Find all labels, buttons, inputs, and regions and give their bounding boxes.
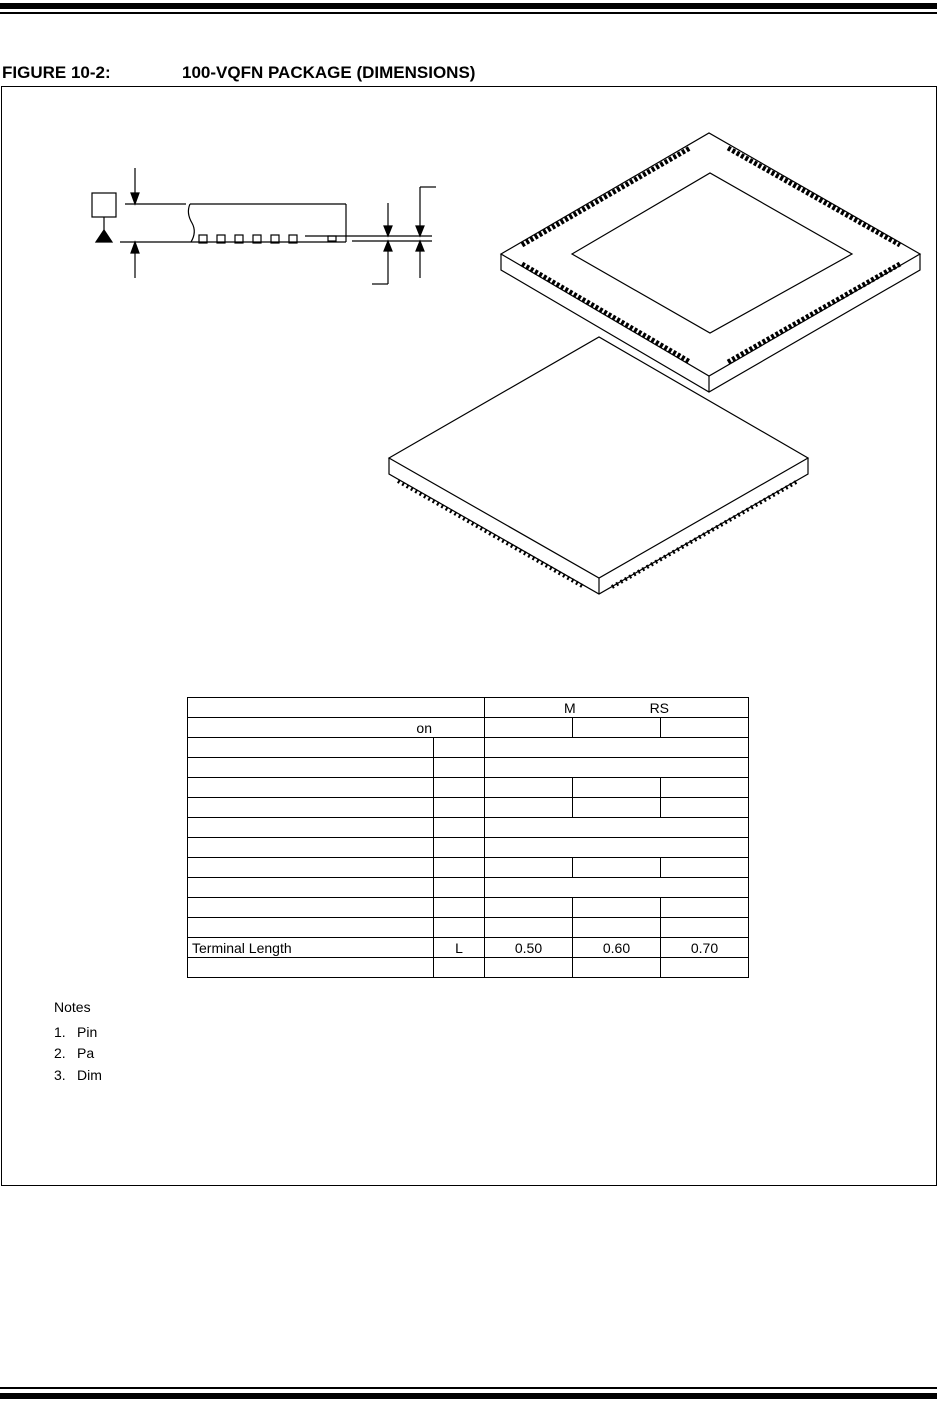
table-row xyxy=(188,958,749,978)
table-row xyxy=(188,878,749,898)
top-iso-view xyxy=(501,133,920,392)
package-bottom-face xyxy=(389,337,808,578)
bottom-iso-view xyxy=(389,337,808,594)
terminal-length-nom: 0.60 xyxy=(573,938,661,958)
units-header: M RS xyxy=(485,698,749,718)
terminal-length-min: 0.50 xyxy=(485,938,573,958)
terminal-length-symbol: L xyxy=(434,938,485,958)
table-row xyxy=(188,898,749,918)
terminal-length-name: Terminal Length xyxy=(188,938,434,958)
table-row xyxy=(188,918,749,938)
table-row-terminal-length xyxy=(188,938,749,958)
notes-title: Notes xyxy=(54,999,91,1015)
table-row xyxy=(188,778,749,798)
table-row xyxy=(188,758,749,778)
side-view xyxy=(92,168,436,284)
bottom-rule xyxy=(0,1393,937,1399)
terminals xyxy=(522,148,900,362)
bottom-rule-thin xyxy=(0,1387,937,1389)
terminal-length-max: 0.70 xyxy=(661,938,749,958)
figure-label: FIGURE 10-2: xyxy=(2,63,111,82)
package-top-face xyxy=(501,133,920,376)
note-item: 2. Pa xyxy=(54,1045,95,1061)
note-item: 3. Dim xyxy=(54,1067,102,1083)
package-drawing xyxy=(0,0,940,700)
table-row xyxy=(188,838,749,858)
table-row xyxy=(188,798,749,818)
table-row xyxy=(188,858,749,878)
table-row xyxy=(188,818,749,838)
table-row xyxy=(188,698,749,718)
dimension-limits-header: on xyxy=(188,718,485,738)
table-row xyxy=(188,718,749,738)
datum-box xyxy=(92,193,116,217)
figure-title: 100-VQFN PACKAGE (DIMENSIONS) xyxy=(182,63,476,82)
dimensions-table xyxy=(187,697,749,978)
table-row xyxy=(188,738,749,758)
datum-triangle xyxy=(96,230,112,242)
note-item: 1. Pin xyxy=(54,1024,98,1040)
